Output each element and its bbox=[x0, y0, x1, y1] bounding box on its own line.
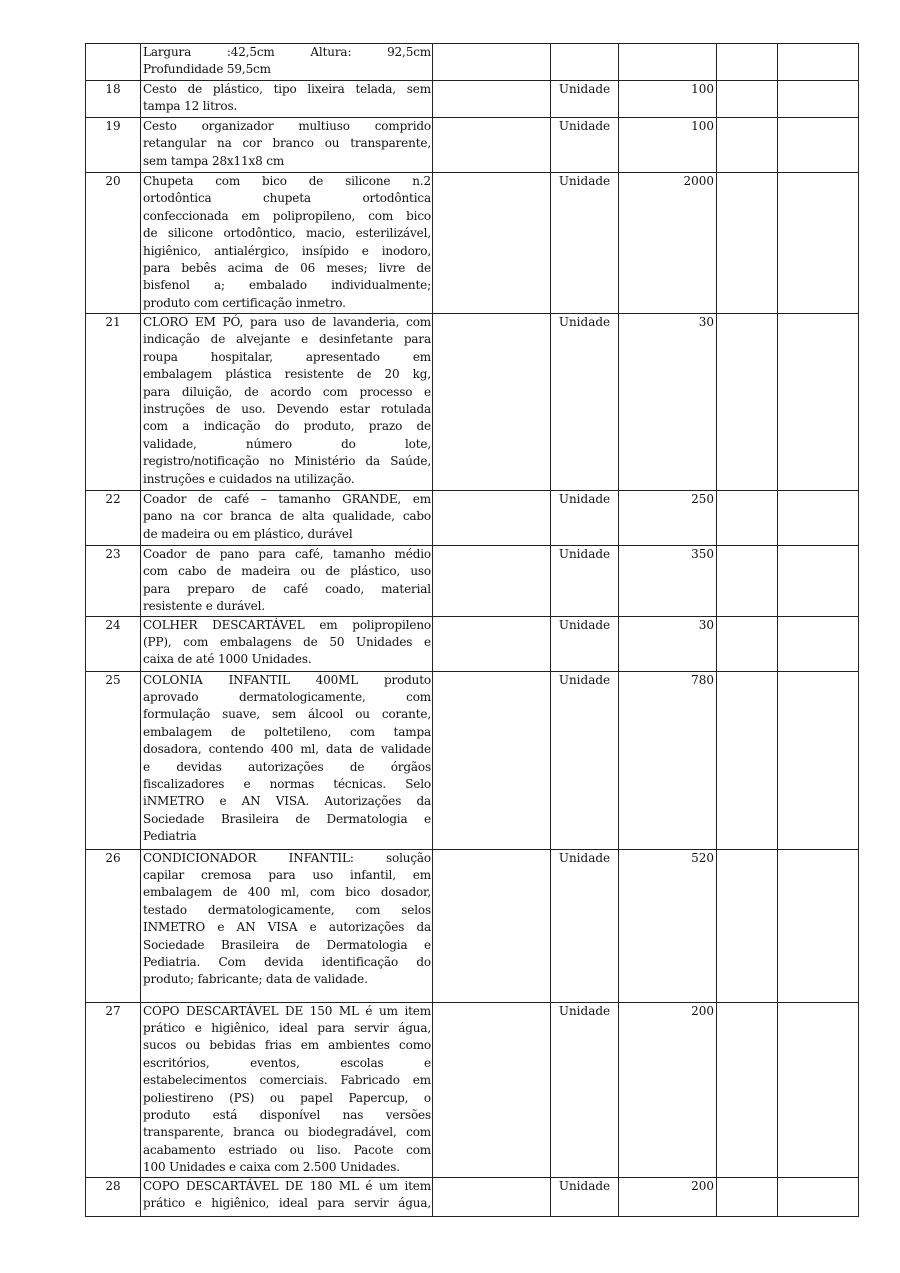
item-unit: Unidade bbox=[551, 546, 619, 617]
description-line: pano na cor branca de alta qualidade, cabo bbox=[143, 509, 431, 524]
total-price-cell bbox=[778, 118, 859, 173]
description-line: produto com certificação inmetro. bbox=[143, 295, 346, 310]
item-number: 21 bbox=[86, 314, 141, 491]
item-quantity bbox=[619, 44, 717, 81]
item-unit: Unidade bbox=[551, 314, 619, 491]
item-description bbox=[141, 173, 433, 314]
total-price-cell bbox=[778, 849, 859, 1002]
description-line: CONDICIONADOR INFANTIL: solução bbox=[143, 850, 431, 865]
table-row bbox=[86, 546, 859, 617]
description-line: instruções e cuidados na utilização. bbox=[143, 471, 355, 486]
description-line: higiênico, antialérgico, insípido e inodoro, bbox=[143, 243, 431, 258]
description-line: Coador de pano para café, tamanho médio bbox=[143, 547, 431, 561]
description-line: caixa de até 1000 Unidades. bbox=[143, 652, 312, 667]
description-line: poliestireno (PS) ou papel Papercup, o bbox=[143, 1090, 431, 1105]
description-line: e devidas autorizações de órgãos bbox=[143, 759, 431, 774]
description-line: bisfenol a; embalado individualmente; bbox=[143, 278, 431, 293]
description-line: transparente, branca ou biodegradável, com bbox=[143, 1125, 431, 1140]
description-line: acabamento estriado ou liso. Pacote com bbox=[143, 1142, 431, 1157]
item-description bbox=[141, 1177, 433, 1216]
description-line: confeccionada em polipropileno, com bico bbox=[143, 208, 431, 223]
description-line: formulação suave, sem álcool ou corante, bbox=[143, 707, 431, 722]
description-line: COLONIA INFANTIL 400ML produto bbox=[143, 672, 431, 687]
item-unit: Unidade bbox=[551, 1002, 619, 1177]
item-quantity: 200 bbox=[619, 1177, 717, 1216]
unit-price-cell bbox=[717, 849, 778, 1002]
description-line: Pediatria. Com devida identificação do bbox=[143, 955, 431, 970]
item-description bbox=[141, 616, 433, 671]
item-unit: Unidade bbox=[551, 616, 619, 671]
item-number: 28 bbox=[86, 1177, 141, 1216]
table-row bbox=[86, 1002, 859, 1177]
description-line: prático e higiênico, ideal para servir água, bbox=[143, 1196, 431, 1211]
table-row bbox=[86, 81, 859, 118]
table-row bbox=[86, 118, 859, 173]
description-line: para bebês acima de 06 meses; livre de bbox=[143, 261, 431, 276]
empty-cell bbox=[433, 314, 551, 491]
description-line: COLHER DESCARTÁVEL em polipropileno bbox=[143, 617, 431, 632]
empty-cell bbox=[433, 671, 551, 849]
description-line: CLORO EM PÓ, para uso de lavanderia, com bbox=[143, 315, 431, 329]
description-line: COPO DESCARTÁVEL DE 150 ML é um item bbox=[143, 1003, 431, 1018]
item-unit bbox=[551, 44, 619, 81]
item-description bbox=[141, 44, 433, 81]
unit-price-cell bbox=[717, 491, 778, 546]
item-number: 26 bbox=[86, 849, 141, 1002]
description-line: validade, número do lote, bbox=[143, 436, 431, 451]
total-price-cell bbox=[778, 1002, 859, 1177]
items-table bbox=[85, 43, 859, 1217]
description-line: fiscalizadores e normas técnicas. Selo bbox=[143, 777, 431, 792]
description-line: Cesto de plástico, tipo lixeira telada, sem bbox=[143, 82, 431, 96]
table-row bbox=[86, 44, 859, 81]
item-number: 25 bbox=[86, 671, 141, 849]
unit-price-cell bbox=[717, 671, 778, 849]
item-number: 19 bbox=[86, 118, 141, 173]
item-description bbox=[141, 546, 433, 617]
empty-cell bbox=[433, 1177, 551, 1216]
description-line: iNMETRO e AN VISA. Autorizações da bbox=[143, 794, 431, 809]
empty-cell bbox=[433, 173, 551, 314]
item-quantity: 2000 bbox=[619, 173, 717, 314]
item-description bbox=[141, 81, 433, 118]
table-row bbox=[86, 671, 859, 849]
description-line: Largura :42,5cm Altura: 92,5cm bbox=[143, 45, 431, 59]
description-line: Cesto organizador multiuso comprido bbox=[143, 119, 431, 133]
description-line: Profundidade 59,5cm bbox=[143, 62, 271, 77]
description-line: Pediatria bbox=[143, 829, 197, 844]
table-row bbox=[86, 849, 859, 1002]
total-price-cell bbox=[778, 81, 859, 118]
description-line: prático e higiênico, ideal para servir água, bbox=[143, 1021, 431, 1036]
description-line: indicação de alvejante e desinfetante para bbox=[143, 332, 431, 347]
item-number: 23 bbox=[86, 546, 141, 617]
item-number: 20 bbox=[86, 173, 141, 314]
empty-cell bbox=[433, 849, 551, 1002]
item-unit: Unidade bbox=[551, 1177, 619, 1216]
table-row bbox=[86, 173, 859, 314]
item-unit: Unidade bbox=[551, 849, 619, 1002]
description-line: 100 Unidades e caixa com 2.500 Unidades. bbox=[143, 1160, 400, 1175]
table-row bbox=[86, 491, 859, 546]
item-quantity: 100 bbox=[619, 118, 717, 173]
item-number: 27 bbox=[86, 1002, 141, 1177]
description-line: testado dermatologicamente, com selos bbox=[143, 902, 431, 917]
item-quantity: 100 bbox=[619, 81, 717, 118]
description-line: (PP), com embalagens de 50 Unidades e bbox=[143, 635, 431, 650]
total-price-cell bbox=[778, 314, 859, 491]
item-quantity: 30 bbox=[619, 314, 717, 491]
item-description bbox=[141, 671, 433, 849]
item-unit: Unidade bbox=[551, 671, 619, 849]
table-row bbox=[86, 314, 859, 491]
description-line: Sociedade Brasileira de Dermatologia e bbox=[143, 937, 431, 952]
unit-price-cell bbox=[717, 314, 778, 491]
description-line: aprovado dermatologicamente, com bbox=[143, 690, 431, 705]
item-number: 24 bbox=[86, 616, 141, 671]
total-price-cell bbox=[778, 173, 859, 314]
unit-price-cell bbox=[717, 81, 778, 118]
description-line: ortodôntica chupeta ortodôntica bbox=[143, 191, 431, 206]
item-quantity: 250 bbox=[619, 491, 717, 546]
total-price-cell bbox=[778, 546, 859, 617]
item-quantity: 350 bbox=[619, 546, 717, 617]
total-price-cell bbox=[778, 671, 859, 849]
item-quantity: 30 bbox=[619, 616, 717, 671]
description-line: produto está disponível nas versões bbox=[143, 1108, 431, 1123]
description-line: resistente e durável. bbox=[143, 599, 265, 614]
description-line: embalagem de poltetileno, com tampa bbox=[143, 724, 431, 739]
total-price-cell bbox=[778, 616, 859, 671]
unit-price-cell bbox=[717, 546, 778, 617]
description-line: estabelecimentos comerciais. Fabricado em bbox=[143, 1073, 431, 1088]
description-line: de madeira ou em plástico, durável bbox=[143, 526, 353, 541]
item-number bbox=[86, 44, 141, 81]
empty-cell bbox=[433, 118, 551, 173]
total-price-cell bbox=[778, 44, 859, 81]
unit-price-cell bbox=[717, 616, 778, 671]
description-line: com a indicação do produto, prazo de bbox=[143, 419, 431, 434]
item-unit: Unidade bbox=[551, 118, 619, 173]
unit-price-cell bbox=[717, 44, 778, 81]
description-line: Chupeta com bico de silicone n.2 bbox=[143, 174, 431, 188]
unit-price-cell bbox=[717, 173, 778, 314]
unit-price-cell bbox=[717, 1177, 778, 1216]
description-line: instruções de uso. Devendo estar rotulada bbox=[143, 402, 431, 417]
total-price-cell bbox=[778, 1177, 859, 1216]
description-line: produto; fabricante; data de validade. bbox=[143, 972, 368, 987]
empty-cell bbox=[433, 1002, 551, 1177]
item-number: 22 bbox=[86, 491, 141, 546]
description-line: de silicone ortodôntico, macio, esterilizável, bbox=[143, 226, 431, 241]
description-line: INMETRO e AN VISA e autorizações da bbox=[143, 920, 431, 935]
description-line: COPO DESCARTÁVEL DE 180 ML é um item bbox=[143, 1178, 431, 1193]
unit-price-cell bbox=[717, 118, 778, 173]
item-quantity: 780 bbox=[619, 671, 717, 849]
empty-cell bbox=[433, 491, 551, 546]
description-line: retangular na cor branco ou transparente, bbox=[143, 136, 431, 151]
table-row bbox=[86, 1177, 859, 1216]
description-line: para preparo de café coado, material bbox=[143, 581, 431, 596]
item-description bbox=[141, 314, 433, 491]
description-line: com cabo de madeira ou de plástico, uso bbox=[143, 564, 431, 579]
description-line: tampa 12 litros. bbox=[143, 99, 238, 114]
unit-price-cell bbox=[717, 1002, 778, 1177]
description-line: registro/notificação no Ministério da Saúde, bbox=[143, 454, 431, 469]
empty-cell bbox=[433, 81, 551, 118]
table-row bbox=[86, 616, 859, 671]
description-line: escritórios, eventos, escolas e bbox=[143, 1055, 431, 1070]
empty-cell bbox=[433, 44, 551, 81]
description-line: Coador de café – tamanho GRANDE, em bbox=[143, 492, 431, 506]
description-line: embalagem de 400 ml, com bico dosador, bbox=[143, 885, 431, 900]
item-unit: Unidade bbox=[551, 173, 619, 314]
description-line: Sociedade Brasileira de Dermatologia e bbox=[143, 811, 431, 826]
item-unit: Unidade bbox=[551, 491, 619, 546]
total-price-cell bbox=[778, 491, 859, 546]
item-quantity: 520 bbox=[619, 849, 717, 1002]
empty-cell bbox=[433, 546, 551, 617]
description-line: roupa hospitalar, apresentado em bbox=[143, 349, 431, 364]
item-quantity: 200 bbox=[619, 1002, 717, 1177]
description-line: para diluição, de acordo com processo e bbox=[143, 384, 431, 399]
item-unit: Unidade bbox=[551, 81, 619, 118]
empty-cell bbox=[433, 616, 551, 671]
description-line: dosadora, contendo 400 ml, data de validade bbox=[143, 742, 431, 757]
item-description bbox=[141, 491, 433, 546]
description-line: embalagem plástica resistente de 20 kg, bbox=[143, 367, 431, 382]
description-line: sucos ou bebidas frias em ambientes como bbox=[143, 1038, 431, 1053]
item-description bbox=[141, 849, 433, 1002]
description-line: capilar cremosa para uso infantil, em bbox=[143, 868, 431, 883]
item-description bbox=[141, 1002, 433, 1177]
description-line: sem tampa 28x11x8 cm bbox=[143, 153, 285, 168]
item-number: 18 bbox=[86, 81, 141, 118]
item-description bbox=[141, 118, 433, 173]
